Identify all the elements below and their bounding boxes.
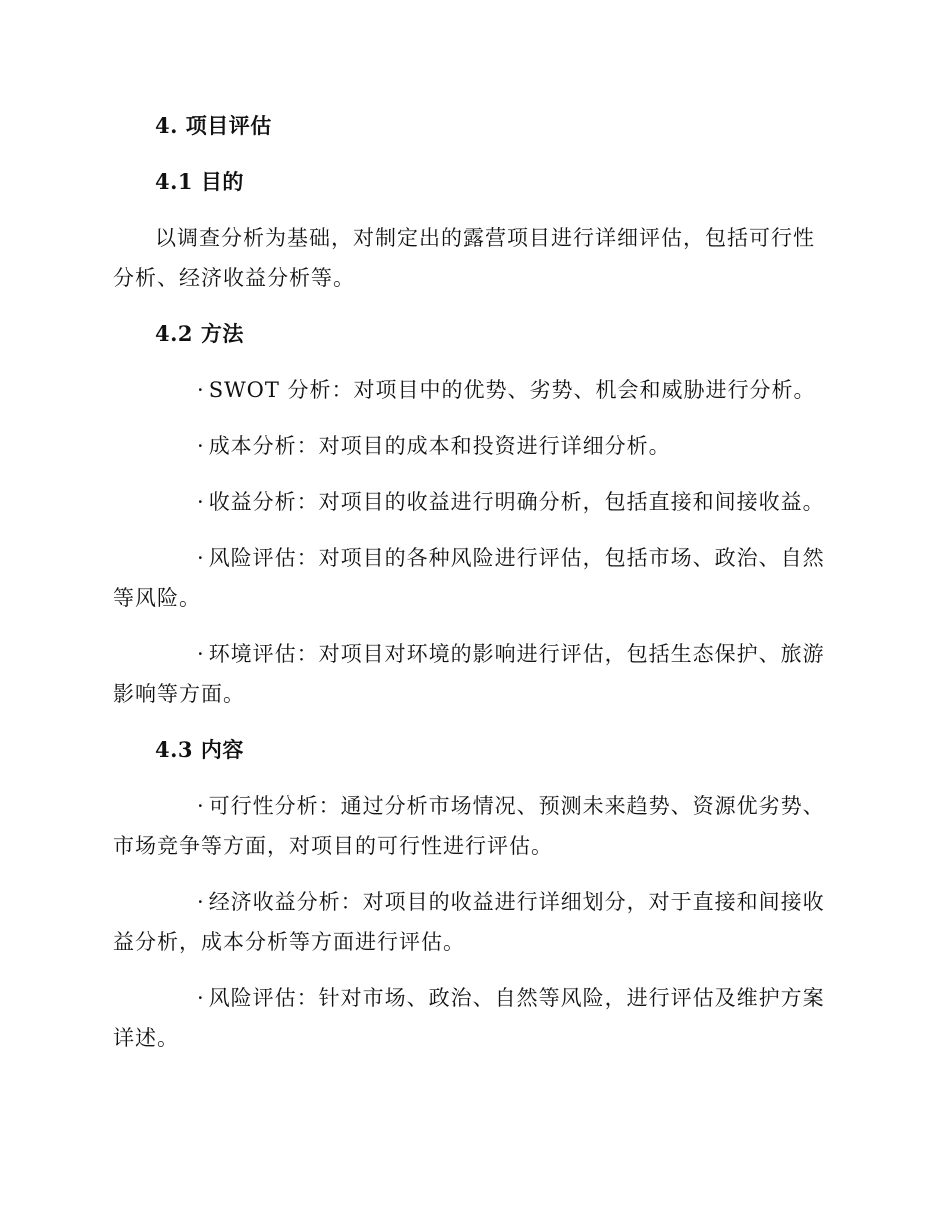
section-title: 4. 项目评估 <box>155 113 272 138</box>
bullet-icon: · <box>197 890 205 914</box>
content-item <box>113 786 835 866</box>
bullet-icon: · <box>197 546 205 570</box>
method-item <box>113 538 835 618</box>
content-item-text: 风险评估：针对市场、政治、自然等风险，进行评估及维护方案详述。 <box>113 986 825 1050</box>
subsection-heading-purpose: 4.1 目的 <box>155 169 244 194</box>
method-item-text: 收益分析：对项目的收益进行明确分析，包括直接和间接收益。 <box>208 490 825 514</box>
purpose-paragraph: 以调查分析为基础，对制定出的露营项目进行详细评估，包括可行性分析、经济收益分析等。 <box>113 226 815 290</box>
method-item-text: 环境评估：对项目对环境的影响进行评估，包括生态保护、旅游影响等方面。 <box>113 642 825 706</box>
bullet-icon: · <box>197 490 205 514</box>
content-item <box>113 978 835 1058</box>
content-item-text: 可行性分析：通过分析市场情况、预测未来趋势、资源优劣势、市场竞争等方面，对项目的可行性进行评估。 <box>113 794 825 858</box>
content-item-text: 经济收益分析：对项目的收益进行详细划分，对于直接和间接收益分析，成本分析等方面进行评估。 <box>113 890 825 954</box>
bullet-icon: · <box>197 434 205 458</box>
subsection-heading-methods: 4.2 方法 <box>155 321 244 346</box>
bullet-icon: · <box>197 794 205 818</box>
bullet-icon: · <box>197 642 205 666</box>
bullet-icon: · <box>197 378 205 402</box>
method-item-text: 成本分析：对项目的成本和投资进行详细分析。 <box>208 434 671 458</box>
method-item <box>113 426 835 466</box>
subsection-heading-content: 4.3 内容 <box>155 737 244 762</box>
method-item-text: SWOT 分析：对项目中的优势、劣势、机会和威胁进行分析。 <box>208 378 816 402</box>
method-item <box>113 482 835 522</box>
method-item <box>113 370 835 410</box>
bullet-icon: · <box>197 986 205 1010</box>
content-item <box>113 882 835 962</box>
method-item <box>113 634 835 714</box>
method-item-text: 风险评估：对项目的各种风险进行评估，包括市场、政治、自然等风险。 <box>113 546 825 610</box>
